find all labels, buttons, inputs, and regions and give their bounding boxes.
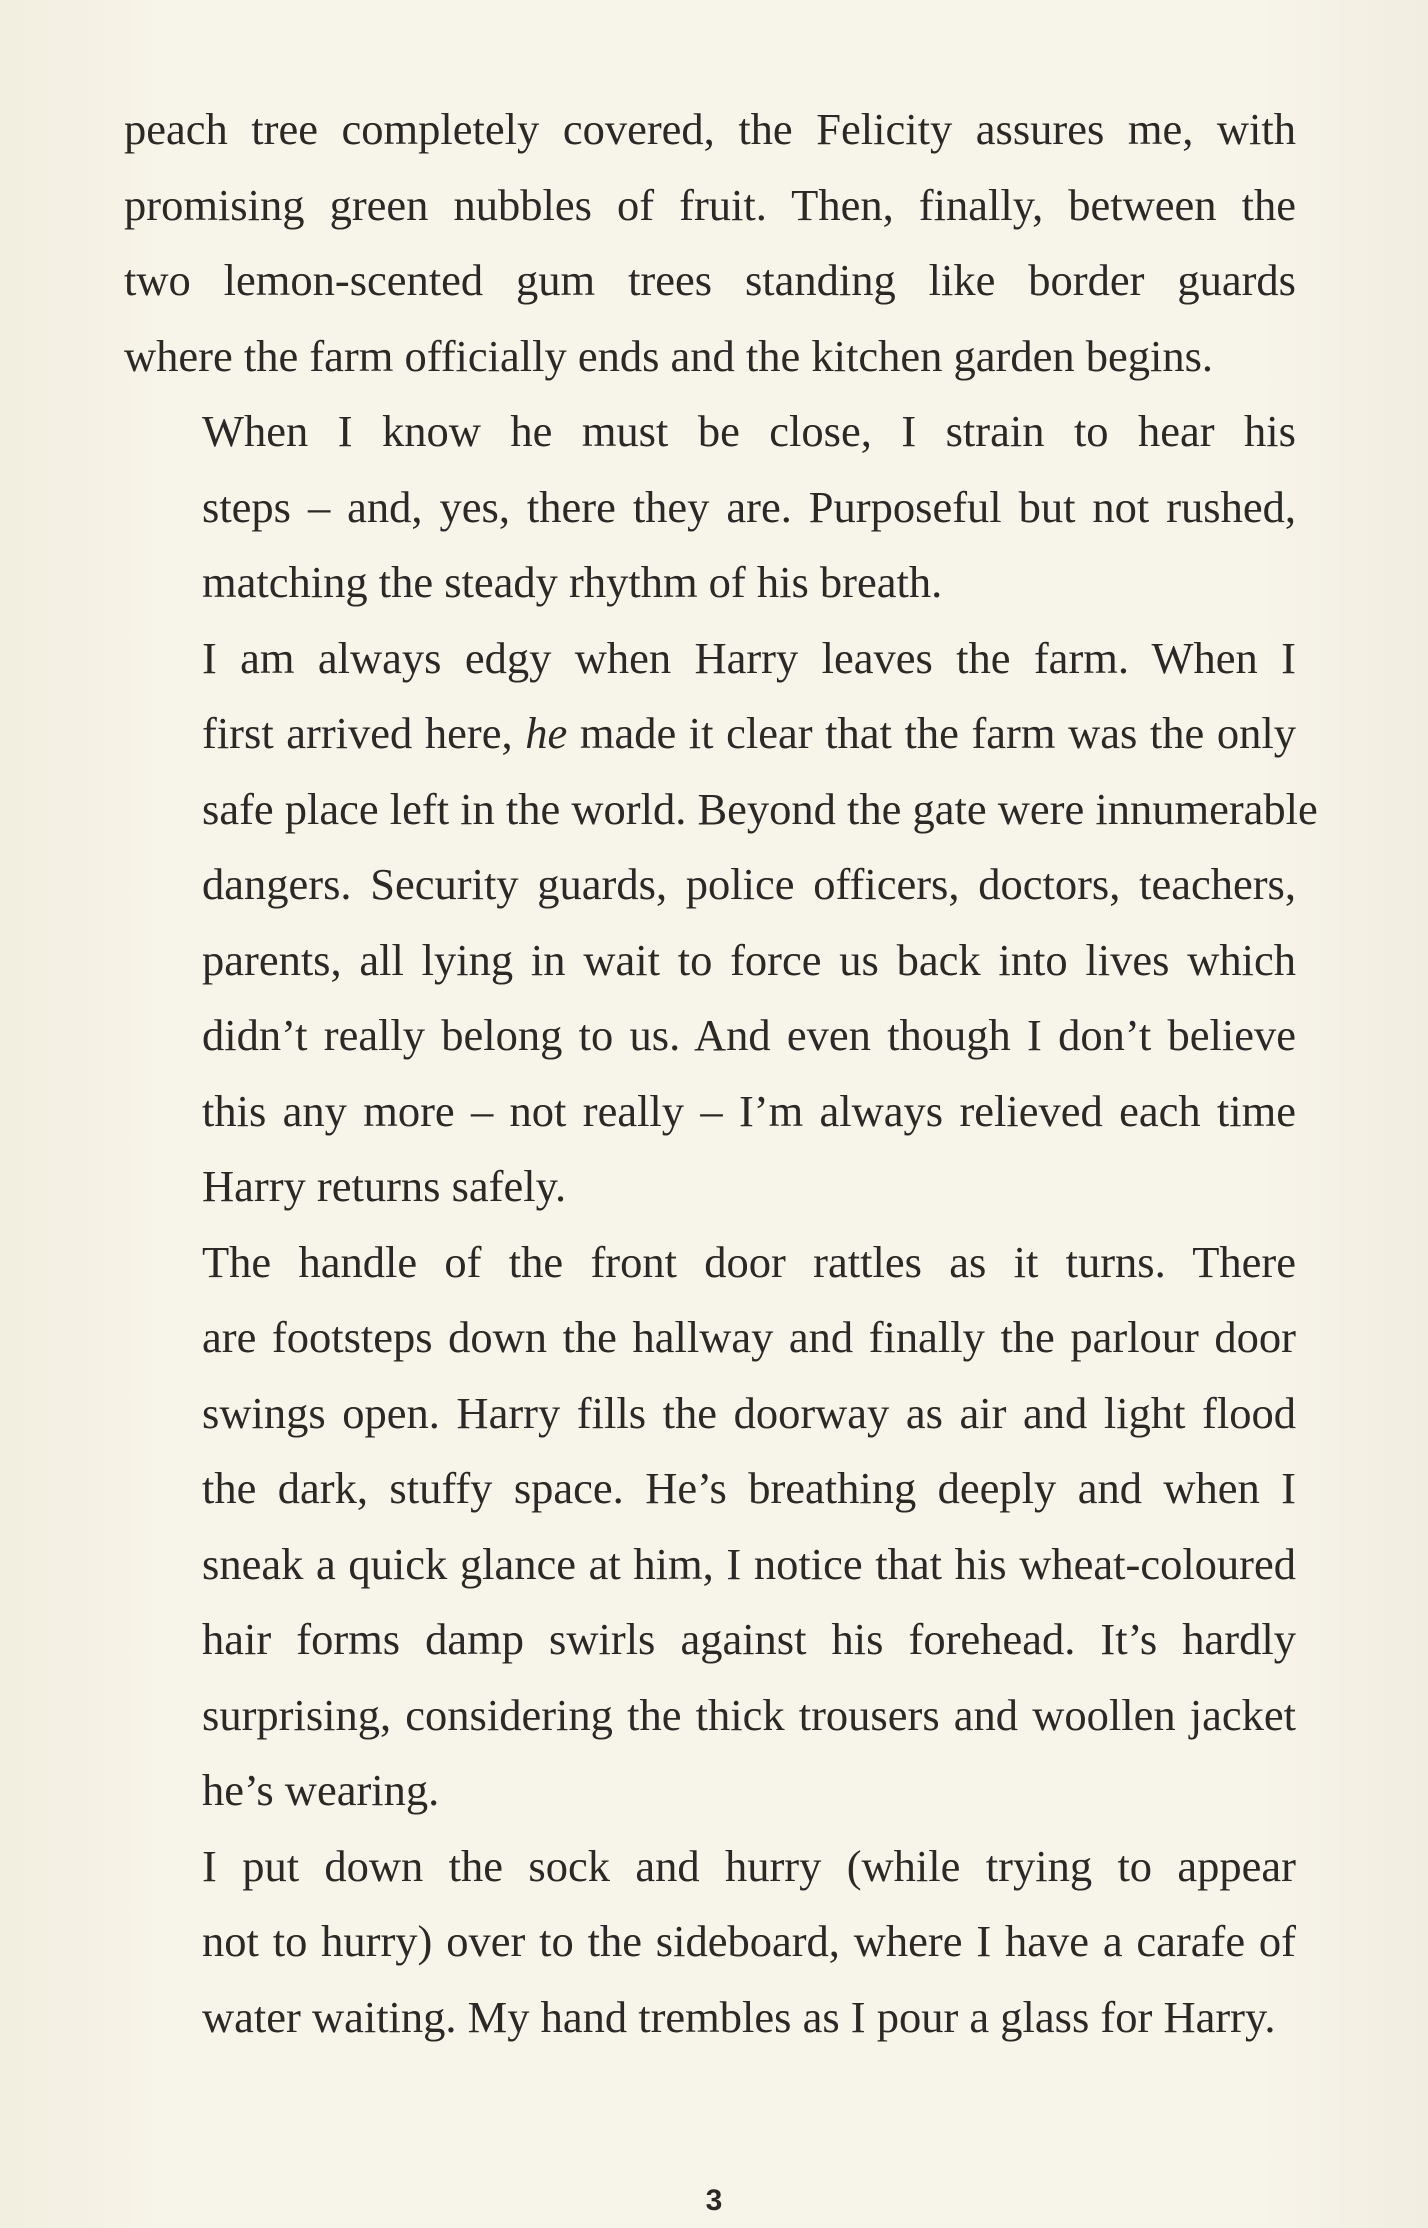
text-line: safe place left in the world. Beyond the gate were innumerable [202,783,1318,834]
paragraph [124,1829,1296,2056]
paragraph [124,621,1318,1225]
text-line: I put down the sock and hurry (while trying to appear [202,1840,1296,1891]
text-line: When I know he must be close, I strain to hear his [202,406,1296,456]
paragraph [124,92,1296,394]
text-line: swings open. Harry fills the doorway as air and light flood [202,1387,1296,1438]
text-line: two lemon-scented gum trees standing like border guards [124,255,1296,305]
text-line: are footsteps down the hallway and finally the parlour door [202,1312,1296,1362]
text-line: The handle of the front door rattles as it turns. There [202,1236,1296,1287]
text-line: dangers. Security guards, police officers, doctors, teachers, [202,859,1296,909]
text-line: hair forms damp swirls against his forehead. It’s hardly [202,1614,1296,1664]
text-line: promising green nubbles of fruit. Then, finally, between the [124,179,1296,230]
emphasis: he [525,708,568,758]
text-line: where the farm officially ends and the kitchen garden begins. [124,330,1214,381]
text-line: Harry returns safely. [202,1161,567,1211]
text-line: steps – and, yes, there they are. Purposeful but not rushed, [202,481,1296,532]
body-text [124,92,1318,2055]
text-line: he’s wearing. [202,1765,440,1815]
text-line: not to hurry) over to the sideboard, where I have a carafe of [202,1916,1296,1966]
text-line: surprising, considering the thick trousers and woollen jacket [202,1689,1296,1740]
text-line: water waiting. My hand trembles as I pour a glass for Harry. [202,1991,1276,2042]
page-number: 3 [705,2184,723,2217]
text-line: I am always edgy when Harry leaves the farm. When I [202,632,1296,683]
text-line: first arrived here, he made it clear that the farm was the only [202,708,1296,758]
text-line: matching the steady rhythm of his breath. [202,557,943,607]
paragraph [124,1225,1296,1829]
text-line: the dark, stuffy space. He’s breathing deeply and when I [202,1463,1296,1513]
paragraph [124,394,1296,621]
text-line: didn’t really belong to us. And even though I don’t believe [202,1010,1296,1060]
text-line: this any more – not really – I’m always relieved each time [202,1085,1296,1136]
text-line: sneak a quick glance at him, I notice that his wheat-coloured [202,1538,1296,1589]
text-line: parents, all lying in wait to force us back into lives which [202,934,1296,985]
text-line: peach tree completely covered, the Felicity assures me, with [124,104,1296,154]
